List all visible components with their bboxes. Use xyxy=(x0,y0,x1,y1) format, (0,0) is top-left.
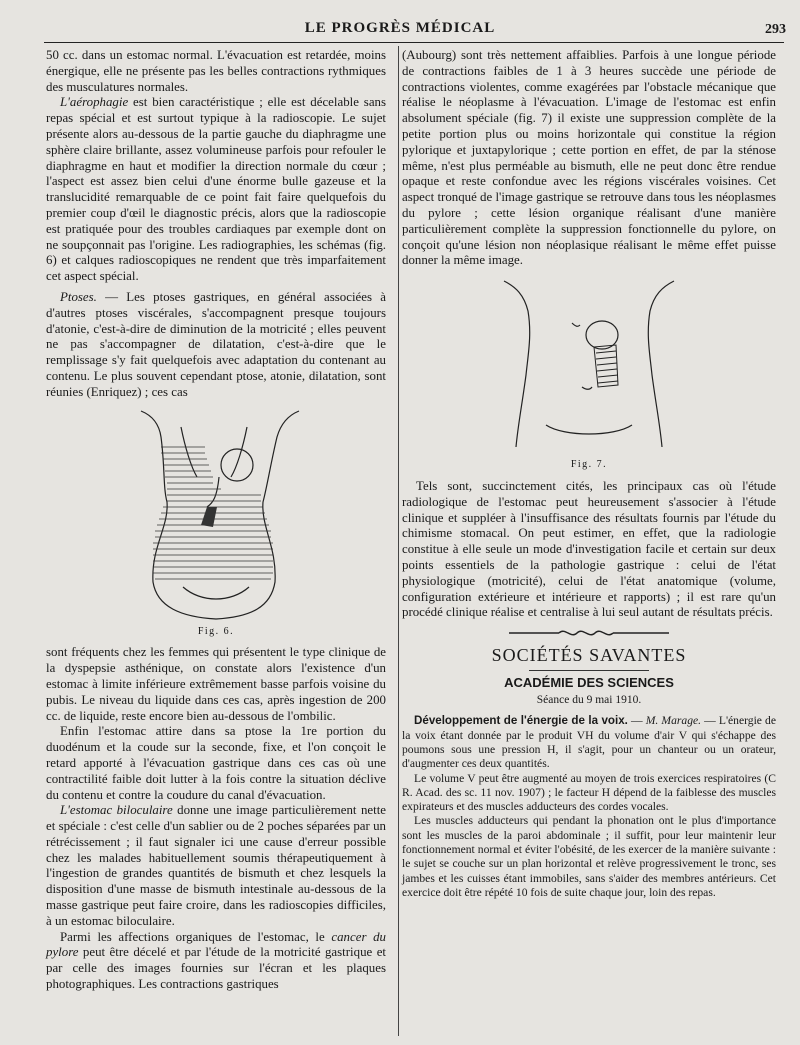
report-paragraph-volume: Le volume V peut être augmenté au moyen de trois exercices respiratoires (C R. Acad. des sc. 11 nov. 1907) ; le facteur H dépend de la faiblesse des muscles expirateurs et des muscles adducteurs des cordes vocales. xyxy=(402,771,776,814)
ornament-divider xyxy=(402,627,776,644)
session-date: Séance du 9 mai 1910. xyxy=(536,693,642,706)
paragraph-biloculaire xyxy=(46,803,386,929)
paragraph-ptoses xyxy=(46,290,386,401)
report-paragraph-voice: Développement de l'énergie de la voix. — M. Marage. — L'énergie de la voix étant donnée par le produit VH du volume d'air V qui s'échappe des poumons sous une pression H, il s'agit, pour un chanteur ou un orateur, d'augmenter ces deux quantités. xyxy=(402,714,776,771)
running-title: LE PROGRÈS MÉDICAL xyxy=(304,20,496,36)
section-heading-societies: SOCIÉTÉS SAVANTES xyxy=(491,644,687,665)
term-biloculaire: L'estomac biloculaire xyxy=(60,803,173,818)
paragraph-cancer-end: peut être décelé et par l'étude de la motricité gastrique et par celle des images fournies sur l'écran et les plaques photographiques. Les contractions gastriques xyxy=(46,945,386,992)
right-column xyxy=(402,48,776,900)
report-title: Développement de l'énergie de la voix. xyxy=(414,714,628,728)
figure-7-drawing xyxy=(494,275,684,455)
ornament-squiggle xyxy=(509,627,669,639)
paragraph-evacuation: 50 cc. dans un estomac normal. L'évacuation est retardée, moins énergique, elle ne présente pas les belles contractions rythmiques des musculatures normales. xyxy=(46,48,386,94)
report-author: M. Marage. xyxy=(645,714,702,728)
academy-heading: ACADÉMIE DES SCIENCES xyxy=(504,674,674,690)
header-rule xyxy=(44,42,784,43)
paragraph-aubourg: (Aubourg) sont très nettement affaiblies. Parfois à une longue période de contractions faibles de 1 à 3 heures succède une période de contractions violentes, comme exagérées par l'obstacle mécanique que réalise le néoplasme à l'évacuation. L'image de l'estomac est enfin absolument spéciale (fig. 7) il existe une suppression complète de la petite portion plus ou moins horizontale qui constitue la région pylorique et juxtapylorique ; cette portion en effet, de par la sténose même, n'est plus perméable au bismuth, elle ne peut donc être rendue opaque et reste confondue avec les régions viscérales voisines. Cet aspect tronqué de l'image gastrique se retrouve dans tous les néoplasmes du pylore ; cette lésion organique réalisant d'une manière particulièrement complète la suppression fonctionnelle du pylore, on conçoit qu'une lésion non néoplasique réalisant le même effet puisse donner la même image. xyxy=(402,48,776,268)
paragraph-conclusion: Tels sont, succinctement cités, les principaux cas où l'étude radiologique de l'estomac peut heureusement s'associer à l'étude clinique et suppléer à l'insuffisance des résultats fournis par l'étude du chimisme stomacal. On peut estimer, en effet, que la radiologie constitue à elle seule un mode d'investigation facile et certain sur deux points essentiels de la pathologie gastrique : celui de l'état physiologique (motricité), celui de l'état anatomique (volume, configuration extérieure et intérieure et rapports) ; il est rare qu'un procédé clinique réalise et centralise à lui seul autant de résultats précis. xyxy=(402,478,776,620)
figure-7 xyxy=(402,275,776,455)
term-aerophagie: L'aérophagie xyxy=(60,95,129,110)
figure-6-caption: Fig. 6. xyxy=(197,625,235,637)
paragraph-cancer xyxy=(46,930,386,993)
left-column xyxy=(46,48,386,993)
academy-report xyxy=(402,714,776,900)
report-text: — L'énergie de la voix étant donnée par le produit VH du volume d'air V qui s'échappe des poumons sous une pression H, il s'agit, pour un chanteur ou un orateur, d'augmenter ces deux quantités. xyxy=(402,714,776,771)
paragraph-ptoses-text: — Les ptoses gastriques, en général associées à d'autres ptoses viscérales, s'accompagnent presque toujours d'atonie, c'est-à-dire de diminution de la motricité ; elles peuvent ne pas s'accompagner de dilatation, c'est-à-dire que le remplissage s'y fait quelquefois avec adaptation du contenant au contenu. Le plus souvent cependant ptose, atonie, dilatation, sont réunies (Enriquez) ; ces cas xyxy=(46,289,386,399)
paragraph-aerophagie-text: est bien caractéristique ; elle est décelable sans repas spécial et est surtout typique à la radioscopie. Le sujet présente alors au-dessous de la partie gauche du diaphragme une sphère claire brillante, assez volumineuse parfois pour refouler le diaphragme en haut et modifier la direction normale du cœur ; l'aspect est assez bien celui d'une énorme bulle gazeuse et la translucidité remarquable de ce point fait faire quelquefois du premier coup d'œil le diagnostic précis, alors que la radioscopie est pratiquée pour des troubles cardiaques par exemple dont on ne soupçonnait pas l'origine. Les radiographies, les schémas (fig. 6) et calques radioscopiques ne rendent que très imparfaitement cet aspect spécial. xyxy=(46,95,386,284)
figure-6-drawing xyxy=(121,407,311,622)
term-cancer-pylore: cancer du pylore xyxy=(46,929,386,960)
page-number: 293 xyxy=(765,22,786,37)
paragraph-aerophagie xyxy=(46,95,386,285)
paragraph-biloculaire-text: donne une image particulièrement nette et spéciale : c'est celle d'un sablier ou de 2 poches séparées par un rétrécissement ; il faut signaler ici une cause d'erreur possible chez les malades habituellement soumis thérapeutiquement à l'ingestion de grandes quantités de bismuth et chez lesquels la disposition d'une masse de bismuth intestinale au-dessous de la masse gastrique peut faire croire, dans les radioscopies difficiles, à un estomac biloculaire. xyxy=(46,803,386,928)
section-rule xyxy=(529,670,649,671)
paragraph-dyspepsie: sont fréquents chez les femmes qui présentent le type clinique de la dyspepsie asthénique, on constate alors l'existence d'un estomac à limite inférieure extrêmement basse parfois voisine du pubis. Le niveau du liquide dans ces cas, après ingestion de 200 cc. de liquide, reste encore bien au-dessous de l'ombilic. xyxy=(46,645,386,723)
paragraph-cancer-start: Parmi les affections organiques de l'estomac, le xyxy=(60,929,332,944)
column-rule xyxy=(398,46,399,1036)
report-paragraph-muscles: Les muscles adducteurs qui pendant la phonation ont le plus d'importance sont les muscles de la paroi abdominale ; il suffit, pour leur maintenir leur fonctionnement normal et éviter l'obésité, de les exercer de la manière suivante : le sujet se couche sur un plan horizontal et relève progressivement le tronc, ses jambes et les cuisses étant immobiles, sans s'aider des membres antérieurs. Cet exercice doit être répété 10 fois de suite chaque jour, loin des repas. xyxy=(402,814,776,899)
term-ptoses: Ptoses. xyxy=(60,289,97,304)
figure-7-caption: Fig. 7. xyxy=(570,459,608,471)
paragraph-duodenum: Enfin l'estomac attire dans sa ptose la 1re portion du duodénum et la coude sur la seconde, fixe, et l'on conçoit le retard apporté à l'évacuation gastrique dans ces cas où une contractilité faible doit lutter à la fois contre la situation déclive du contenu et contre la coudure du canal d'évacuation. xyxy=(46,724,386,802)
figure-6 xyxy=(46,407,386,622)
